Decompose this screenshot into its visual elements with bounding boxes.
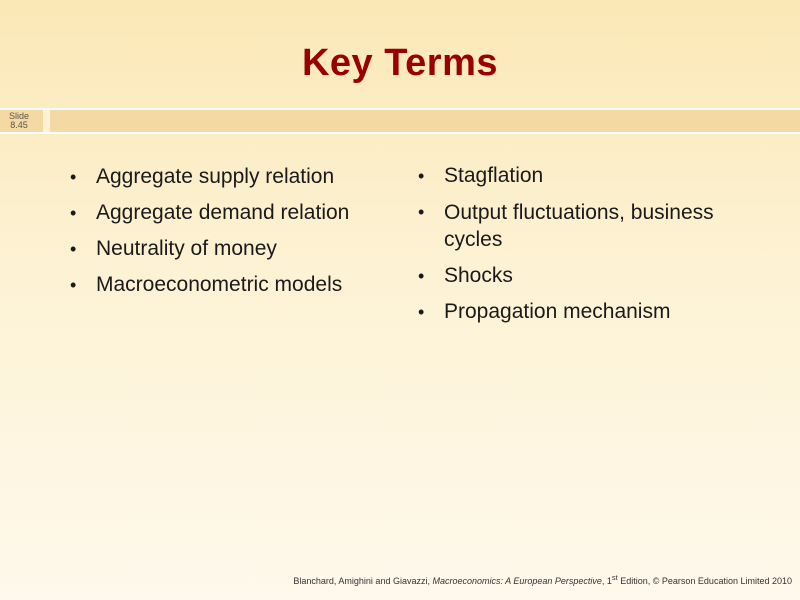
bullet-icon: •	[70, 239, 77, 259]
list-item-text: Shocks	[444, 264, 513, 287]
footer-book-title: Macroeconomics: A European Perspective	[432, 576, 602, 586]
list-item	[418, 163, 758, 189]
list-item	[418, 199, 758, 253]
list-item-text: Output fluctuations, business cycles	[444, 201, 714, 251]
list-item-text: Neutrality of money	[96, 237, 277, 260]
footer-edition-sup: st	[611, 573, 618, 582]
copyright-footer	[293, 573, 792, 586]
footer-authors: Blanchard, Amighini and Giavazzi,	[293, 576, 433, 586]
list-item	[418, 299, 758, 325]
bullet-icon: •	[418, 166, 425, 186]
list-item-text: Propagation mechanism	[444, 300, 671, 323]
footer-edition-suffix: Edition, © Pearson Education Limited 2010	[617, 576, 792, 586]
list-item-text: Stagflation	[444, 164, 544, 187]
footer-edition-prefix: , 1	[601, 576, 612, 586]
list-item	[70, 236, 400, 262]
list-item	[418, 263, 758, 289]
bullet-icon: •	[70, 275, 77, 295]
list-item-text: Aggregate supply relation	[96, 165, 335, 188]
slide-title: Key Terms	[301, 42, 498, 84]
bullet-icon: •	[70, 167, 77, 187]
band-divider-bottom	[0, 132, 800, 134]
list-item	[70, 200, 400, 226]
bullet-icon: •	[70, 203, 77, 223]
bullet-icon: •	[418, 202, 425, 222]
header-band-gap	[43, 108, 50, 134]
list-item-text: Macroeconometric models	[96, 273, 343, 296]
bullet-icon: •	[418, 266, 425, 286]
slide-number-label: Slide 8.45	[8, 111, 29, 130]
band-divider-top	[0, 108, 800, 110]
list-item-text: Aggregate demand relation	[96, 201, 350, 224]
list-item	[70, 164, 400, 190]
key-terms-right-list	[418, 163, 758, 335]
list-item	[70, 272, 400, 298]
header-band	[50, 108, 800, 134]
key-terms-left-list	[70, 164, 400, 308]
bullet-icon: •	[418, 302, 425, 322]
